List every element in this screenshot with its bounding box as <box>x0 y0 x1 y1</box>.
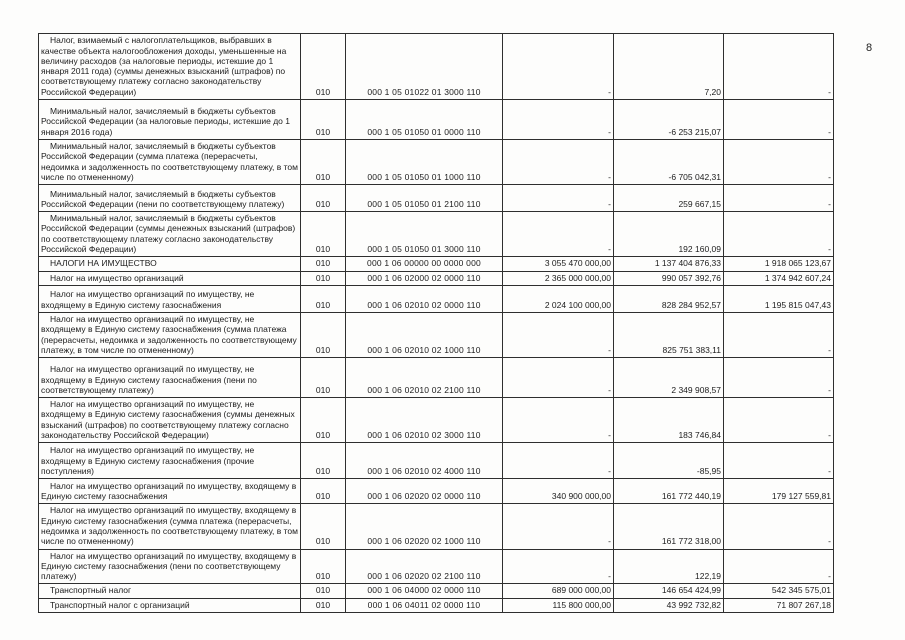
row-code: 010 <box>301 285 346 312</box>
row-code: 010 <box>301 212 346 257</box>
cell-value-approved: - <box>503 358 614 398</box>
table-row <box>39 257 834 271</box>
table-row <box>39 584 834 598</box>
cell-value-approved: 2 024 100 000,00 <box>503 285 614 312</box>
cell-value-remaining: - <box>724 34 834 100</box>
cell-value-approved: - <box>503 504 614 549</box>
cell-value-executed: 192 160,09 <box>614 212 724 257</box>
cell-value-executed: 259 667,15 <box>614 185 724 212</box>
cell-value-executed: 2 349 908,57 <box>614 358 724 398</box>
row-code: 010 <box>301 504 346 549</box>
table-row <box>39 549 834 584</box>
row-description: Налог на имущество организаций по имуществу, не входящему в Единую систему газоснабжения (сумма платежа (перерасчеты, недоимка и задолженность по соответствующему платежу, в том числе по отмененному) <box>39 312 301 357</box>
cell-value-executed: 161 772 440,19 <box>614 479 724 504</box>
row-description: Налог на имущество организаций по имуществу, не входящему в Единую систему газоснабжения (суммы денежных взысканий (штрафов) по соответствующему платежу согласно законодательству Российской Федерации) <box>39 398 301 443</box>
row-kbk-code: 000 1 06 02010 02 3000 110 <box>346 398 503 443</box>
cell-value-approved: 3 055 470 000,00 <box>503 257 614 271</box>
budget-execution-table-body <box>39 34 834 613</box>
table-row <box>39 271 834 285</box>
cell-value-approved: 2 365 000 000,00 <box>503 271 614 285</box>
cell-value-remaining: - <box>724 185 834 212</box>
cell-value-executed: 828 284 952,57 <box>614 285 724 312</box>
cell-value-remaining: - <box>724 358 834 398</box>
cell-value-approved: - <box>503 398 614 443</box>
cell-value-executed: -6 705 042,31 <box>614 140 724 185</box>
table-row <box>39 398 834 443</box>
table-row <box>39 443 834 479</box>
cell-value-remaining: 1 918 065 123,67 <box>724 257 834 271</box>
row-code: 010 <box>301 584 346 598</box>
cell-value-executed: 1 137 404 876,33 <box>614 257 724 271</box>
cell-value-approved: 115 800 000,00 <box>503 598 614 612</box>
table-row <box>39 185 834 212</box>
row-kbk-code: 000 1 06 02010 02 0000 110 <box>346 285 503 312</box>
row-code: 010 <box>301 549 346 584</box>
row-code: 010 <box>301 479 346 504</box>
table-row <box>39 598 834 612</box>
cell-value-approved: - <box>503 549 614 584</box>
row-code: 010 <box>301 358 346 398</box>
row-description: Минимальный налог, зачисляемый в бюджеты субъектов Российской Федерации (суммы денежных взысканий (штрафов) по соответствующему платежу согласно законодательству Российской Федерации) <box>39 212 301 257</box>
cell-value-remaining: - <box>724 140 834 185</box>
cell-value-remaining: 542 345 575,01 <box>724 584 834 598</box>
row-kbk-code: 000 1 06 00000 00 0000 000 <box>346 257 503 271</box>
cell-value-executed: 146 654 424,99 <box>614 584 724 598</box>
row-description: Налог на имущество организаций по имуществу, входящему в Единую систему газоснабжения <box>39 479 301 504</box>
cell-value-approved: - <box>503 140 614 185</box>
cell-value-remaining: 71 807 267,18 <box>724 598 834 612</box>
table-row <box>39 100 834 140</box>
cell-value-remaining: - <box>724 312 834 357</box>
row-code: 010 <box>301 398 346 443</box>
row-code: 010 <box>301 185 346 212</box>
cell-value-executed: 7,20 <box>614 34 724 100</box>
row-kbk-code: 000 1 05 01050 01 2100 110 <box>346 185 503 212</box>
row-kbk-code: 000 1 06 02010 02 2100 110 <box>346 358 503 398</box>
row-description: Налог на имущество организаций <box>39 271 301 285</box>
table-row <box>39 212 834 257</box>
row-kbk-code: 000 1 05 01050 01 3000 110 <box>346 212 503 257</box>
row-code: 010 <box>301 100 346 140</box>
cell-value-executed: 183 746,84 <box>614 398 724 443</box>
table-row <box>39 358 834 398</box>
table-row <box>39 285 834 312</box>
row-kbk-code: 000 1 05 01050 01 1000 110 <box>346 140 503 185</box>
row-code: 010 <box>301 140 346 185</box>
row-code: 010 <box>301 598 346 612</box>
cell-value-remaining: - <box>724 549 834 584</box>
cell-value-remaining: 1 195 815 047,43 <box>724 285 834 312</box>
cell-value-executed: 122,19 <box>614 549 724 584</box>
row-code: 010 <box>301 34 346 100</box>
cell-value-remaining: - <box>724 443 834 479</box>
row-description: Транспортный налог <box>39 584 301 598</box>
row-description: Минимальный налог, зачисляемый в бюджеты субъектов Российской Федерации (пени по соответствующему платежу) <box>39 185 301 212</box>
cell-value-executed: 43 992 732,82 <box>614 598 724 612</box>
cell-value-remaining: 179 127 559,81 <box>724 479 834 504</box>
row-description: Налог на имущество организаций по имуществу, не входящему в Единую систему газоснабжения (пени по соответствующему платежу) <box>39 358 301 398</box>
budget-execution-table <box>38 33 834 613</box>
cell-value-executed: 161 772 318,00 <box>614 504 724 549</box>
table-row <box>39 504 834 549</box>
cell-value-approved: - <box>503 312 614 357</box>
table-row <box>39 312 834 357</box>
cell-value-executed: -85,95 <box>614 443 724 479</box>
cell-value-approved: 340 900 000,00 <box>503 479 614 504</box>
row-description: Налог на имущество организаций по имуществу, не входящему в Единую систему газоснабжения (прочие поступления) <box>39 443 301 479</box>
row-code: 010 <box>301 271 346 285</box>
row-description: Минимальный налог, зачисляемый в бюджеты субъектов Российской Федерации (за налоговые периоды, истекшие до 1 января 2016 года) <box>39 100 301 140</box>
table-row <box>39 34 834 100</box>
cell-value-remaining: - <box>724 398 834 443</box>
cell-value-remaining: - <box>724 100 834 140</box>
row-kbk-code: 000 1 05 01050 01 0000 110 <box>346 100 503 140</box>
row-description: Транспортный налог с организаций <box>39 598 301 612</box>
cell-value-executed: -6 253 215,07 <box>614 100 724 140</box>
cell-value-remaining: - <box>724 504 834 549</box>
row-kbk-code: 000 1 06 02000 02 0000 110 <box>346 271 503 285</box>
cell-value-remaining: 1 374 942 607,24 <box>724 271 834 285</box>
row-kbk-code: 000 1 06 02010 02 1000 110 <box>346 312 503 357</box>
row-description: НАЛОГИ НА ИМУЩЕСТВО <box>39 257 301 271</box>
row-kbk-code: 000 1 06 02020 02 1000 110 <box>346 504 503 549</box>
row-kbk-code: 000 1 06 02020 02 2100 110 <box>346 549 503 584</box>
cell-value-remaining: - <box>724 212 834 257</box>
cell-value-approved: - <box>503 212 614 257</box>
row-code: 010 <box>301 257 346 271</box>
row-code: 010 <box>301 443 346 479</box>
row-kbk-code: 000 1 05 01022 01 3000 110 <box>346 34 503 100</box>
row-kbk-code: 000 1 06 04000 02 0000 110 <box>346 584 503 598</box>
row-description: Минимальный налог, зачисляемый в бюджеты субъектов Российской Федерации (сумма платежа (перерасчеты, недоимка и задолженность по соответствующему платежу, в том числе по отмененному) <box>39 140 301 185</box>
table-row <box>39 479 834 504</box>
cell-value-executed: 990 057 392,76 <box>614 271 724 285</box>
page-number: 8 <box>866 42 873 54</box>
row-kbk-code: 000 1 06 02020 02 0000 110 <box>346 479 503 504</box>
row-description: Налог, взимаемый с налогоплательщиков, выбравших в качестве объекта налогообложения доходы, уменьшенные на величину расходов (за налоговые периоды, истекшие до 1 января 2011 года) (суммы денежных взысканий (штрафов) по соответствующему платежу согласно законодательству Российской Федерации) <box>39 34 301 100</box>
row-description: Налог на имущество организаций по имуществу, входящему в Единую систему газоснабжения (пени по соответствующему платежу) <box>39 549 301 584</box>
row-description: Налог на имущество организаций по имуществу, входящему в Единую систему газоснабжения (сумма платежа (перерасчеты, недоимка и задолженность по соответствующему платежу, в том числе по отмененному) <box>39 504 301 549</box>
cell-value-approved: - <box>503 443 614 479</box>
row-code: 010 <box>301 312 346 357</box>
row-description: Налог на имущество организаций по имуществу, не входящему в Единую систему газоснабжения <box>39 285 301 312</box>
row-kbk-code: 000 1 06 02010 02 4000 110 <box>346 443 503 479</box>
cell-value-approved: - <box>503 185 614 212</box>
row-kbk-code: 000 1 06 04011 02 0000 110 <box>346 598 503 612</box>
cell-value-executed: 825 751 383,11 <box>614 312 724 357</box>
cell-value-approved: - <box>503 34 614 100</box>
table-row <box>39 140 834 185</box>
cell-value-approved: - <box>503 100 614 140</box>
cell-value-approved: 689 000 000,00 <box>503 584 614 598</box>
